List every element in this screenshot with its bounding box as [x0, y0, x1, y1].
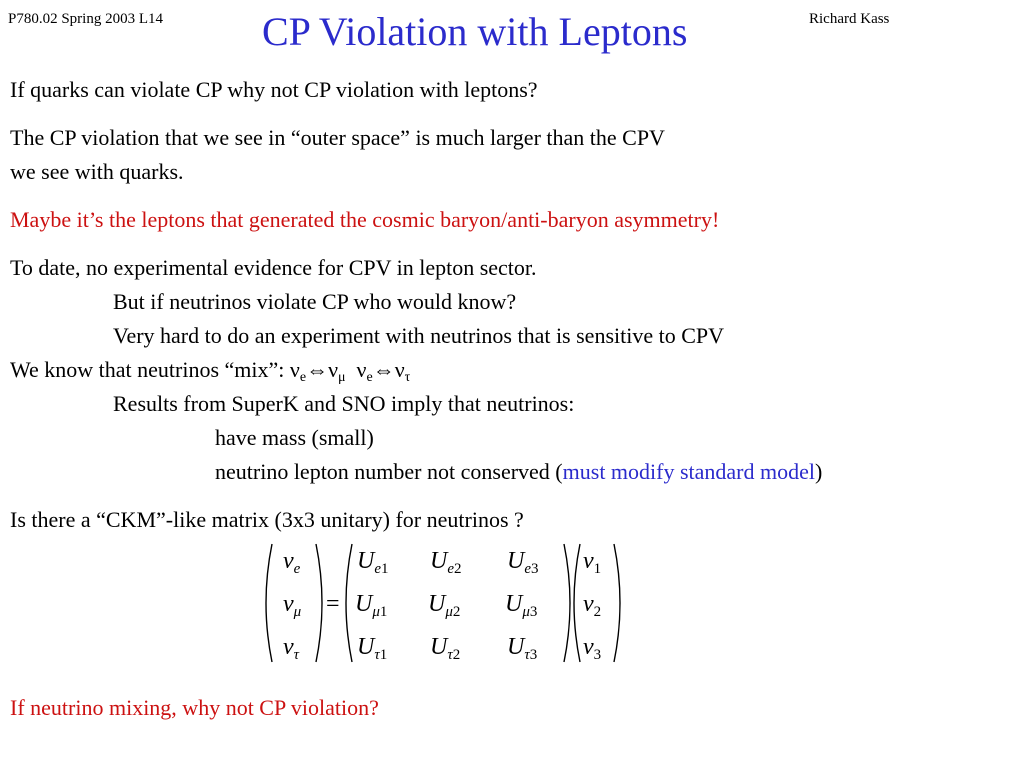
hard-experiment-line: Very hard to do an experiment with neutrinos that is sensitive to CPV: [113, 323, 725, 348]
question-quarks: If quarks can violate CP why not CP violation with leptons?: [10, 77, 538, 102]
nu-symbol: ν: [328, 357, 339, 382]
lepton-number-line: [215, 459, 822, 485]
left-vector-close-paren: [316, 544, 322, 662]
nu-tau-left: $\nu_\tau$: [283, 634, 300, 663]
nu-symbol: ν: [356, 357, 367, 382]
matrix-element: $U_{e3}$: [507, 548, 539, 577]
matrix-close-paren: [564, 544, 570, 662]
mass-line: have mass (small): [215, 425, 374, 450]
nu-mu-left: $\nu_\mu$: [283, 591, 302, 620]
nu-e-left: $\nu_e$: [283, 548, 301, 577]
nu-3-right: $\nu_3$: [583, 634, 602, 663]
outer-space-line-2: we see with quarks.: [10, 159, 184, 184]
lepton-number-text: neutrino lepton number not conserved (: [215, 459, 563, 484]
double-arrow-icon: ⇔: [372, 357, 395, 382]
matrix-open-paren: [346, 544, 352, 662]
matrix-element: $U_{\tau 1}$: [357, 634, 388, 663]
equals-sign: =: [326, 591, 340, 617]
course-label: P780.02 Spring 2003 L14: [8, 11, 164, 27]
double-arrow-icon: ⇔: [306, 357, 329, 382]
matrix-element: $U_{e1}$: [357, 548, 389, 577]
author-label: Richard Kass: [809, 11, 890, 27]
no-evidence-line: To date, no experimental evidence for CPV in lepton sector.: [10, 255, 537, 280]
sub-e: e: [299, 370, 307, 385]
nu-symbol: ν: [289, 357, 300, 382]
matrix-element: $U_{\tau 2}$: [430, 634, 461, 663]
leptons-asymmetry-statement: Maybe it’s the leptons that generated the cosmic baryon/anti-baryon asymmetry!: [10, 207, 720, 232]
closing-question: If neutrino mixing, why not CP violation?: [10, 695, 379, 720]
standard-model-note: must modify standard model: [562, 459, 815, 484]
outer-space-line-1: The CP violation that we see in “outer space” is much larger than the CPV: [10, 125, 665, 150]
matrix-element: $U_{\mu 1}$: [355, 591, 388, 620]
sub-e: e: [366, 370, 373, 385]
left-vector-open-paren: [266, 544, 272, 662]
superk-sno-line: Results from SuperK and SNO imply that neutrinos:: [113, 391, 575, 416]
who-would-know-line: But if neutrinos violate CP who would know?: [113, 289, 517, 314]
ckm-question: Is there a “CKM”-like matrix (3x3 unitary) for neutrinos ?: [10, 507, 524, 532]
matrix-element: $U_{e2}$: [430, 548, 462, 577]
sub-mu: μ: [338, 370, 346, 385]
neutrino-mix-line: [10, 357, 410, 383]
matrix-element: $U_{\mu 3}$: [505, 591, 538, 620]
closing-paren: ): [815, 459, 823, 484]
sub-tau: τ: [404, 370, 411, 385]
matrix-element: $U_{\tau 3}$: [507, 634, 538, 663]
matrix-element: $U_{\mu 2}$: [428, 591, 461, 620]
right-vector-close-paren: [614, 544, 620, 662]
nu-symbol: ν: [394, 357, 405, 382]
mix-prefix: We know that neutrinos “mix”:: [10, 357, 290, 382]
right-vector-open-paren: [574, 544, 580, 662]
slide-title: CP Violation with Leptons: [262, 9, 688, 54]
nu-2-right: $\nu_2$: [583, 591, 602, 620]
nu-1-right: $\nu_1$: [583, 548, 602, 577]
